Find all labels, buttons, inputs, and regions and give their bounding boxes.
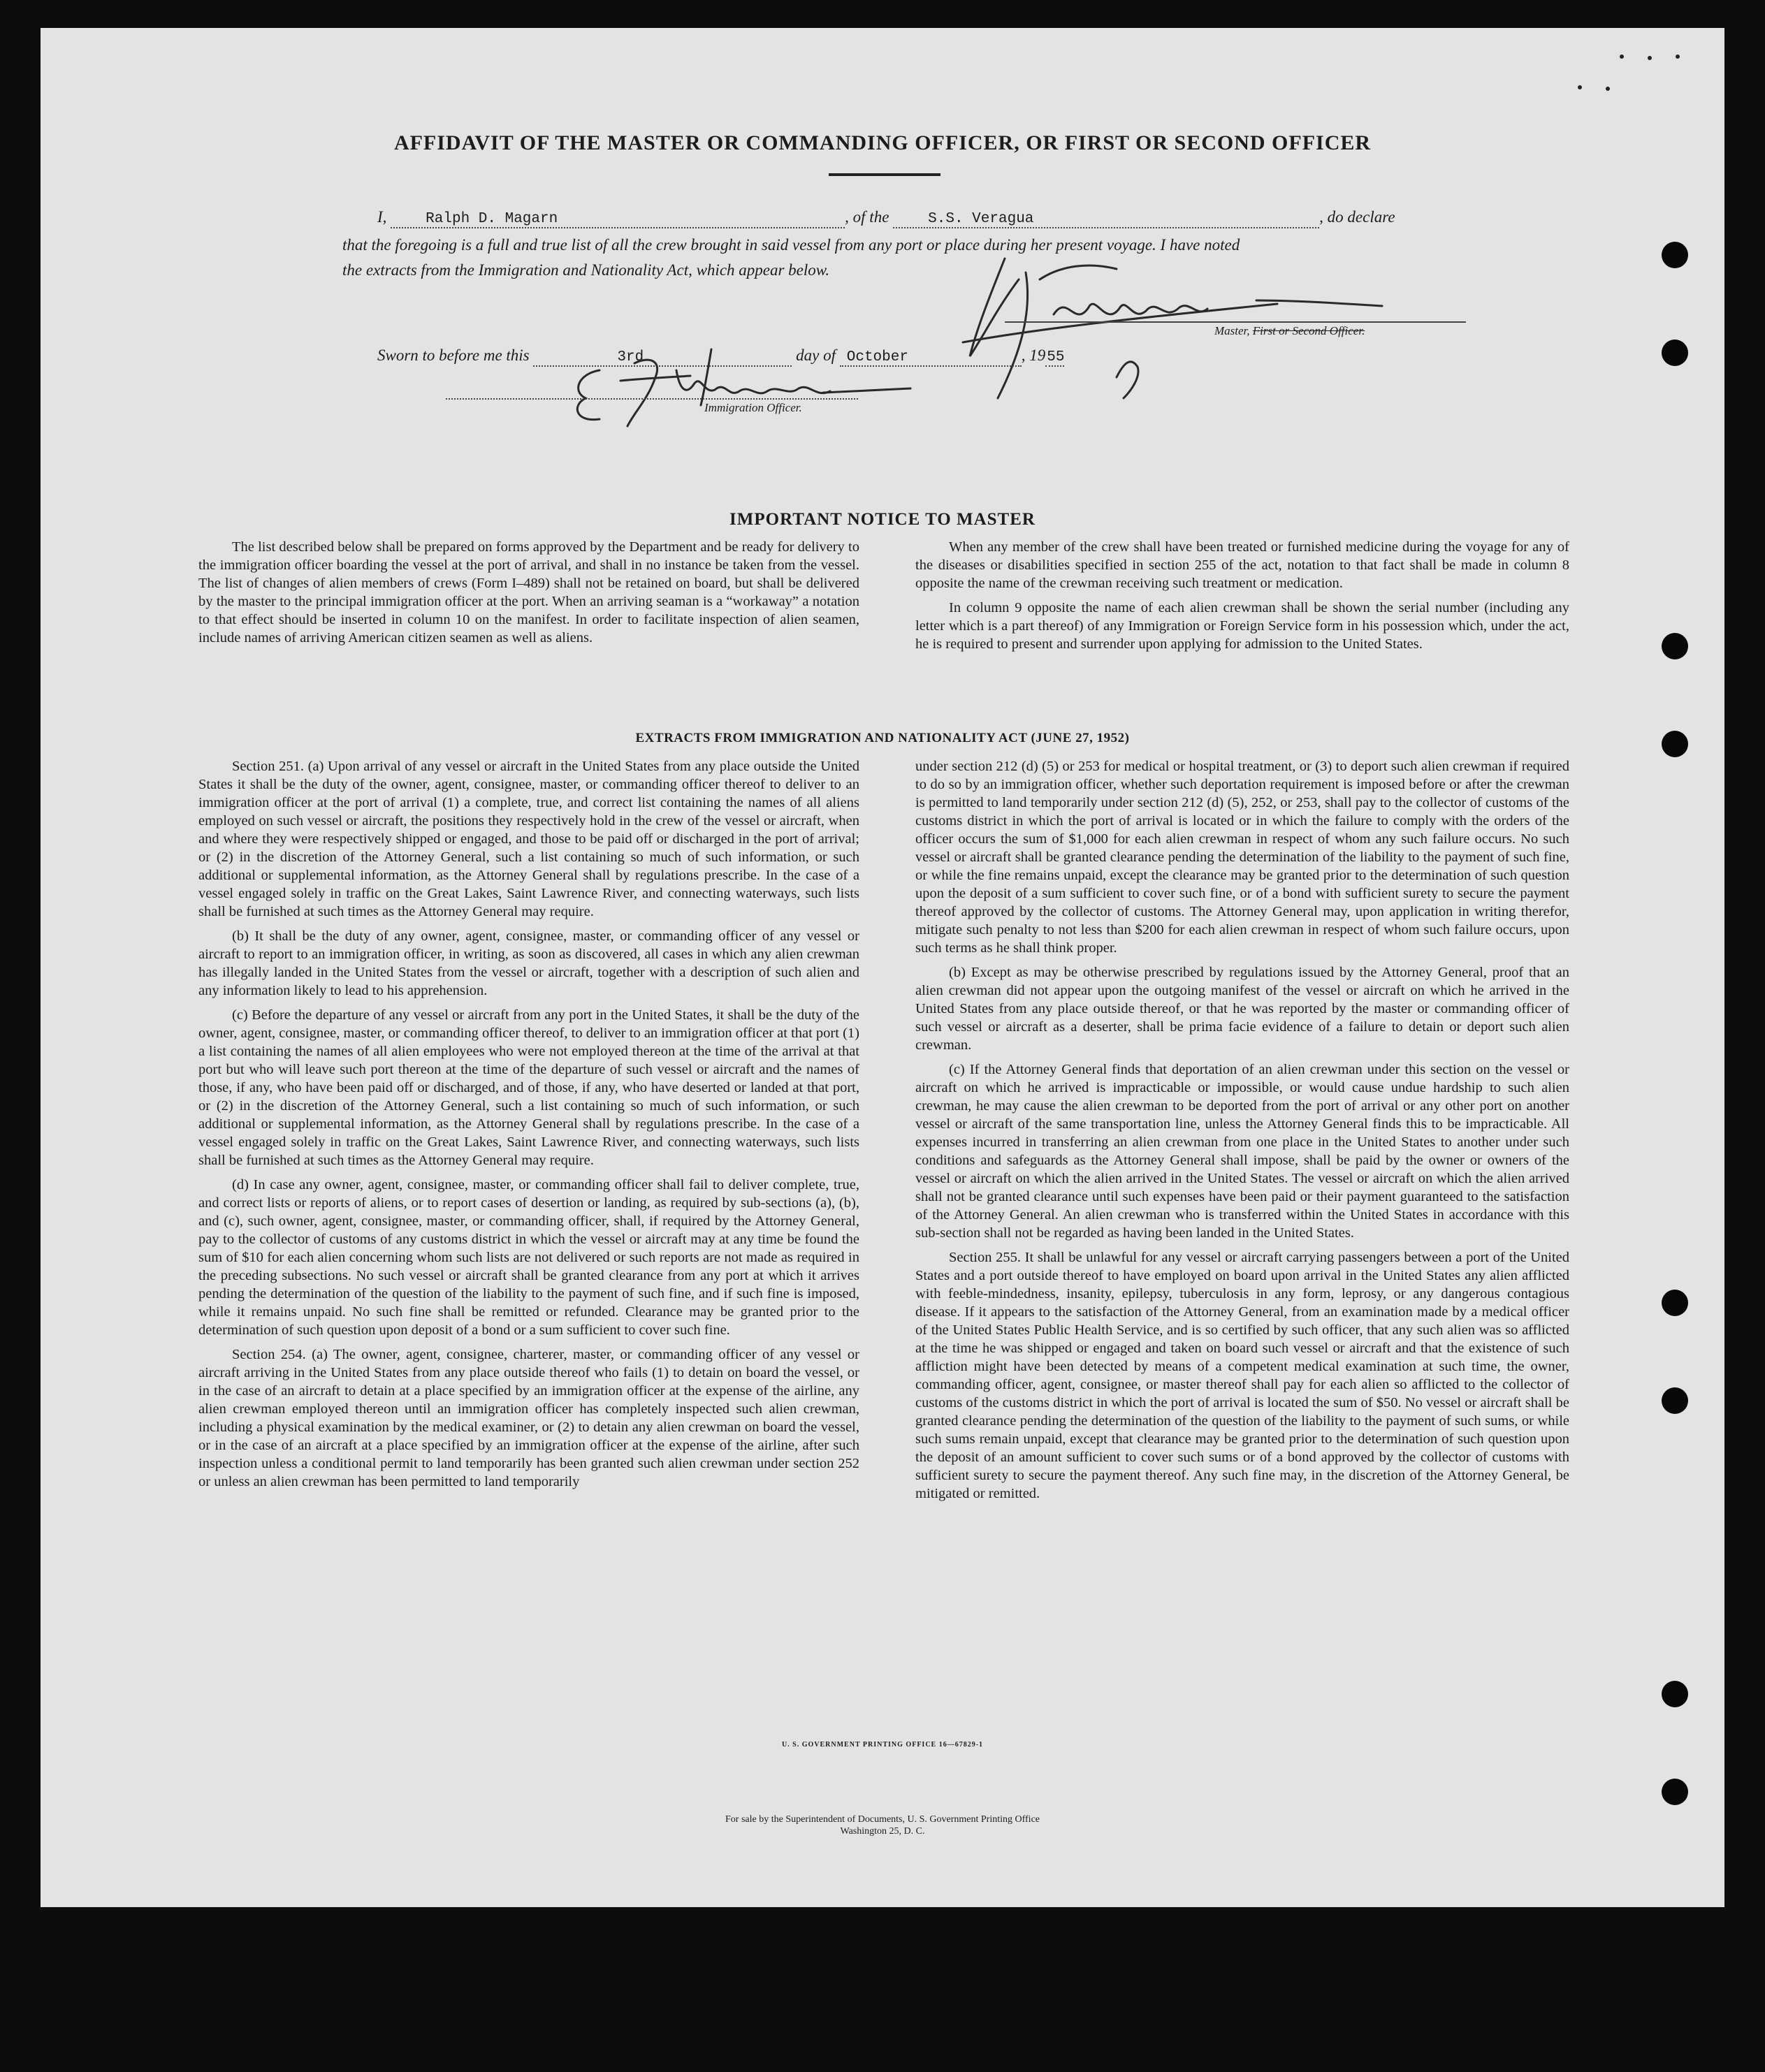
master-name-field: Ralph D. Magarn (391, 211, 845, 228)
month-field: October (840, 349, 1022, 367)
immigration-officer-signature (558, 342, 921, 440)
sale-notice (41, 1814, 1724, 1837)
punch-hole (1662, 731, 1688, 757)
sworn-label: Sworn to before me this (377, 346, 530, 364)
punch-hole (1662, 340, 1688, 366)
extracts-right-column (915, 757, 1569, 1509)
section-paragraph: Section 251. (a) Upon arrival of any vessel or aircraft in the United States from any place outside the United States it shall be the duty of the owner, agent, consignee, master, or commanding officer thereof to deliver to an immigration officer at the port of arrival (1) a complete, true, and correct list containing the names of all aliens employed on such vessel or aircraft, the positions they respectively hold in the crew of the vessel or aircraft, when and where they were respectively shipped or engaged, and those to be paid off or discharged in the port of arrival; or (2) in the discretion of the Attorney General, such a list containing so much of such information, or such additional or supplemental information, as the Attorney General shall by regulations prescribe. In the case of a vessel engaged solely in traffic on the Great Lakes, Saint Lawrence River, and connecting waterways, such lists shall be furnished at such times as the Attorney General may require. (198, 759, 859, 919)
speck (1578, 85, 1582, 89)
master-signature-line (1005, 321, 1466, 323)
of-the-label: , of the (845, 208, 889, 226)
notice-heading: IMPORTANT NOTICE TO MASTER (729, 510, 1036, 529)
affidavit-line-2: that the foregoing is a full and true list of all the crew brought in said vessel from any port or place during her present voyage. I have noted (342, 236, 1240, 254)
immigration-officer-line (446, 397, 858, 400)
section-paragraph: under section 212 (d) (5) or 253 for medical or hospital treatment, or (3) to deport such alien crewman if required to do so by an immigration officer, whether such deportation requirement is imposed before or after the crewman is permitted to land temporarily under section 212 (d) (5), 252, or 253, shall pay to the collector of customs of the customs district in which the port of arrival is located or in which the failure to comply with the orders of the officer occurs the sum of $1,000 for each alien crewman in respect of whom any such failure occurs. No such vessel or aircraft shall be granted clearance pending the determination of the liability to the payment of such fine, or while the fine remains unpaid, except the clearance may be granted prior to the determination of such question upon the deposit of a sum sufficient to cover such fine, or of a bond with sufficient surety to secure the payment thereof approved by the collector of customs. The Attorney General may, upon application in writing therefor, mitigate such penalty to not less than $200 for each alien crewman in respect of whom such failure occurs, upon such terms as he shall think proper. (915, 759, 1569, 956)
do-declare-label: , do declare (1319, 208, 1395, 226)
i-label: I, (377, 208, 387, 226)
punch-hole (1662, 1681, 1688, 1707)
speck (1676, 54, 1680, 59)
section-paragraph: (b) Except as may be otherwise prescribed by regulations issued by the Attorney General, proof that an alien crewman did not appear upon the outgoing manifest of the vessel or aircraft on which he arrived in the United States from any place outside thereof, or that he was reported by the master or commanding officer of such vessel or aircraft as a deserter, shall be prima facie evidence of a failure to detain or deport such alien crewman. (915, 965, 1569, 1053)
master-caption: Master, First or Second Officer. (1214, 324, 1365, 337)
section-paragraph: (c) If the Attorney General finds that deportation of an alien crewman under this section on the vessel or aircraft on which he arrived is impracticable or impossible, or would cause undue hardship to such alien crewman, he may cause the alien crewman to be deported from the port of arrival or any other port on another vessel or aircraft of the same transportation line, unless the Attorney General finds this to be impracticable. All expenses incurred in transferring an alien crewman from one place in the United States to another under such conditions and safeguards as the Attorney General shall impose, shall be paid by the owner or owners of the vessel or aircraft on which the alien arrived in the United States. The vessel or aircraft on which the alien arrived shall not be granted clearance until such expenses have been paid or their payment guaranteed to the satisfaction of the Attorney General. An alien crewman who is transferred within the United States in accordance with this sub-section shall not be regarded as having been landed in the United States. (915, 1062, 1569, 1241)
affidavit-line-3: the extracts from the Immigration and Nationality Act, which appear below. (342, 261, 830, 279)
vessel-name-field: S.S. Veragua (893, 211, 1319, 228)
affidavit-line-1 (377, 208, 1395, 228)
extracts-left-column (198, 757, 859, 1497)
affidavit-title: AFFIDAVIT OF THE MASTER OR COMMANDING OFFICER, OR FIRST OR SECOND OFFICER (393, 131, 1372, 154)
immigration-officer-caption: Immigration Officer. (704, 401, 802, 414)
sale-line-2: Washington 25, D. C. (840, 1826, 925, 1837)
punch-hole (1662, 633, 1688, 659)
printing-office-line: U. S. GOVERNMENT PRINTING OFFICE 16—67829-1 (781, 1741, 984, 1749)
section-paragraph: Section 255. It shall be unlawful for any vessel or aircraft carrying passengers between a port of the United States and a port outside thereof to have employed on board upon arrival in the United States any alien afflicted with feeble-mindedness, insanity, epilepsy, tuberculosis in any form, leprosy, or any dangerous contagious disease. If it appears to the satisfaction of the Attorney General, from an examination made by a medical officer of the United States Public Health Service, and is so certified by such officer, that any such alien was so afflicted at the time he was shipped or engaged and taken on board such vessel or aircraft and that the existence of such affliction might have been detected by means of a competent medical examination at such time, the owner, commanding officer, agent, consignee, or master thereof shall pay for each alien so afflicted to the collector of customs of the customs district in which the port of arrival is located the sum of $50. No vessel or aircraft shall be granted clearance pending the determination of the question of the liability to the payment of such sums, or while such sums remain unpaid, except that clearance may be granted prior to the determination of such question upon the deposit of an amount sufficient to cover such sums or of a bond approved by the collector of customs with sufficient surety to secure the payment thereof. Any such fine may, in the discretion of the Attorney General, be mitigated or remitted. (915, 1250, 1569, 1501)
speck (1620, 54, 1624, 59)
notice-left-column (198, 538, 859, 653)
notice-paragraph: The list described below shall be prepared on forms approved by the Department and be ready for delivery to the immigration officer boarding the vessel at the port of arrival, and shall in no instance be taken from the vessel. The list of changes of alien members of crews (Form I–489) shall not be retained on board, but shall be delivered by the master to the principal immigration officer at the port. When an arriving seaman is a “workaway” a notation to that effect should be inserted in column 10 on the manifest. In order to facilitate inspection of alien seamen, include names of arriving American citizen seamen as well as aliens. (198, 539, 859, 645)
day-of-label: day of (796, 346, 836, 364)
notice-paragraph: When any member of the crew shall have been treated or furnished medicine during the voyage for any of the diseases or disabilities specified in section 255 of the act, notation to that fact shall be made in column 8 opposite the name of the crewman receiving such treatment or medication. (915, 539, 1569, 591)
punch-hole (1662, 1387, 1688, 1414)
punch-hole (1662, 1779, 1688, 1805)
speck (1606, 87, 1610, 91)
year-field: 55 (1047, 349, 1065, 365)
master-signature (956, 251, 1389, 426)
section-paragraph: (c) Before the departure of any vessel or aircraft from any port in the United States, it shall be the duty of the owner, agent, consignee, master, or commanding officer thereof, to deliver to an immigration officer at that port (1) a list containing the names of all alien employees who were not employed thereon at the time of the arrival at that port but who will leave such port thereon at the time of the departure of such vessel or aircraft and the names of those, if any, who have been paid off or discharged, and of those, if any, who have deserted or landed at that port, or (2) in the discretion of the Attorney General, such a list containing so much of such information, or such additional or supplemental information, as the Attorney General shall by regulations prescribe. In the case of a vessel engaged solely in traffic on the Great Lakes, Saint Lawrence River, and connecting waterways, such lists shall be furnished at such times as the Attorney General may require. (198, 1007, 859, 1168)
notice-paragraph: In column 9 opposite the name of each alien crewman shall be shown the serial number (including any letter which is a part thereof) of any Immigration or Foreign Service form in his possession which, under the act, he is required to present and surrender upon applying for admission to the United States. (915, 600, 1569, 652)
year-prefix-label: , 19 (1021, 346, 1046, 364)
notice-right-column (915, 538, 1569, 659)
extracts-heading: EXTRACTS FROM IMMIGRATION AND NATIONALITY ACT (JUNE 27, 1952) (635, 731, 1130, 745)
punch-hole (1662, 1290, 1688, 1316)
speck (1648, 56, 1652, 60)
section-paragraph: (d) In case any owner, agent, consignee, master, or commanding officer shall fail to deliver complete, true, and correct lists or reports of aliens, or to report cases of desertion or landing, as required by sub-sections (a), (b), and (c), such owner, agent, consignee, master, or commanding officer, shall, if required by the Attorney General, pay to the collector of customs of any customs district in which the vessel or aircraft may at any time be found the sum of $10 for each alien concerning whom such lists are not delivered or such reports are not made as required in the preceding subsections. No such vessel or aircraft shall be granted clearance from any port at which it arrives pending the determination of the question of the liability to the payment of such fine, and if such fine is imposed, while it remains unpaid. No such fine shall be remitted or refunded. Clearance may be granted prior to the determination of such question upon deposit of a bond or a sum sufficient to cover such fine. (198, 1177, 859, 1338)
sale-line-1: For sale by the Superintendent of Documents, U. S. Government Printing Office (725, 1814, 1040, 1825)
day-field: 3rd (533, 349, 792, 367)
punch-hole (1662, 242, 1688, 268)
title-underline (829, 173, 940, 176)
form-page (41, 28, 1724, 1907)
section-paragraph: (b) It shall be the duty of any owner, agent, consignee, master, or commanding officer of any vessel or aircraft to report to an immigration officer, in writing, as soon as discovered, all cases in which any alien crewman has illegally landed in the United States from the vessel or aircraft, together with a description of such alien and any information likely to lead to his apprehension. (198, 928, 859, 998)
section-paragraph: Section 254. (a) The owner, agent, consignee, charterer, master, or commanding officer of any vessel or aircraft arriving in the United States from any place outside thereof who fails (1) to detain on board the vessel, or in the case of an aircraft to detain at a place specified by an immigration officer at the expense of the airline, any alien crewman employed thereon until an immigration officer has completely inspected such alien crewman, including a physical examination by the medical examiner, or (2) to detain any alien crewman on board the vessel, or in the case of an aircraft at a place specified by an immigration officer at the expense of the airline, after such inspection unless a conditional permit to land temporarily has been granted such alien crewman under section 252 or unless an alien crewman has been permitted to land temporarily (198, 1347, 859, 1489)
